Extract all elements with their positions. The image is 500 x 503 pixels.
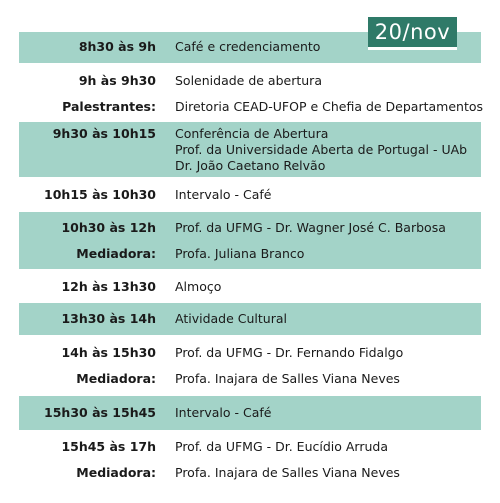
schedule-line [19,184,481,205]
schedule-line [19,142,481,158]
schedule-row [19,122,481,178]
time-range: 10h15 às 10h30 [44,187,156,202]
schedule-line [19,342,481,363]
activity-text: Atividade Cultural [175,311,287,326]
time-range: 15h45 às 17h [61,439,156,454]
date-badge: 20/nov [368,17,457,50]
schedule-sub-line [19,243,481,264]
schedule-line [19,217,481,238]
time-range: 9h às 9h30 [78,73,156,88]
schedule-row [19,178,481,212]
time-range: 9h30 às 10h15 [52,126,156,141]
schedule-line [19,70,481,91]
schedule-line [19,402,481,423]
time-range: 8h30 às 9h [78,39,156,54]
schedule-line [19,126,481,142]
schedule-line [19,158,481,174]
schedule-sub-line [19,368,481,389]
schedule-line [19,308,481,329]
schedule-row [19,431,481,488]
time-range: 14h às 15h30 [61,345,156,360]
activity-text: Almoço [175,279,222,294]
schedule-row [19,336,481,396]
role-label: Mediadora: [76,246,156,261]
activity-text: Prof. da UFMG - Dr. Wagner José C. Barbosa [175,220,446,235]
schedule-sub-line [19,96,484,117]
schedule-row [19,303,481,336]
activity-text: Dr. João Caetano Relvão [175,158,326,173]
activity-text: Solenidade de abertura [175,73,322,88]
time-range: 10h30 às 12h [61,220,156,235]
role-value: Profa. Inajara de Salles Viana Neves [175,371,400,386]
time-range: 15h30 às 15h45 [44,405,156,420]
activity-text: Intervalo - Café [175,405,272,420]
role-value: Profa. Inajara de Salles Viana Neves [175,465,400,480]
activity-text: Prof. da Universidade Aberta de Portugal - UAb [175,142,468,157]
time-range: 13h30 às 14h [61,311,156,326]
time-range: 12h às 13h30 [61,279,156,294]
role-label: Mediadora: [76,465,156,480]
activity-text: Conferência de Abertura [175,126,329,141]
schedule-row [19,64,484,122]
schedule-table [19,32,484,488]
schedule-row [19,270,481,303]
role-label: Palestrantes: [62,99,156,114]
role-value: Profa. Juliana Branco [175,246,305,261]
role-value: Diretoria CEAD-UFOP e Chefia de Departamentos [175,99,484,114]
activity-text: Prof. da UFMG - Dr. Eucídio Arruda [175,439,388,454]
activity-text: Café e credenciamento [175,39,321,54]
schedule-line [19,276,481,297]
schedule-sub-line [19,462,481,483]
activity-text: Intervalo - Café [175,187,272,202]
schedule-line [19,436,481,457]
activity-text: Prof. da UFMG - Dr. Fernando Fidalgo [175,345,404,360]
role-label: Mediadora: [76,371,156,386]
schedule-row [19,396,481,431]
schedule-row [19,212,481,270]
